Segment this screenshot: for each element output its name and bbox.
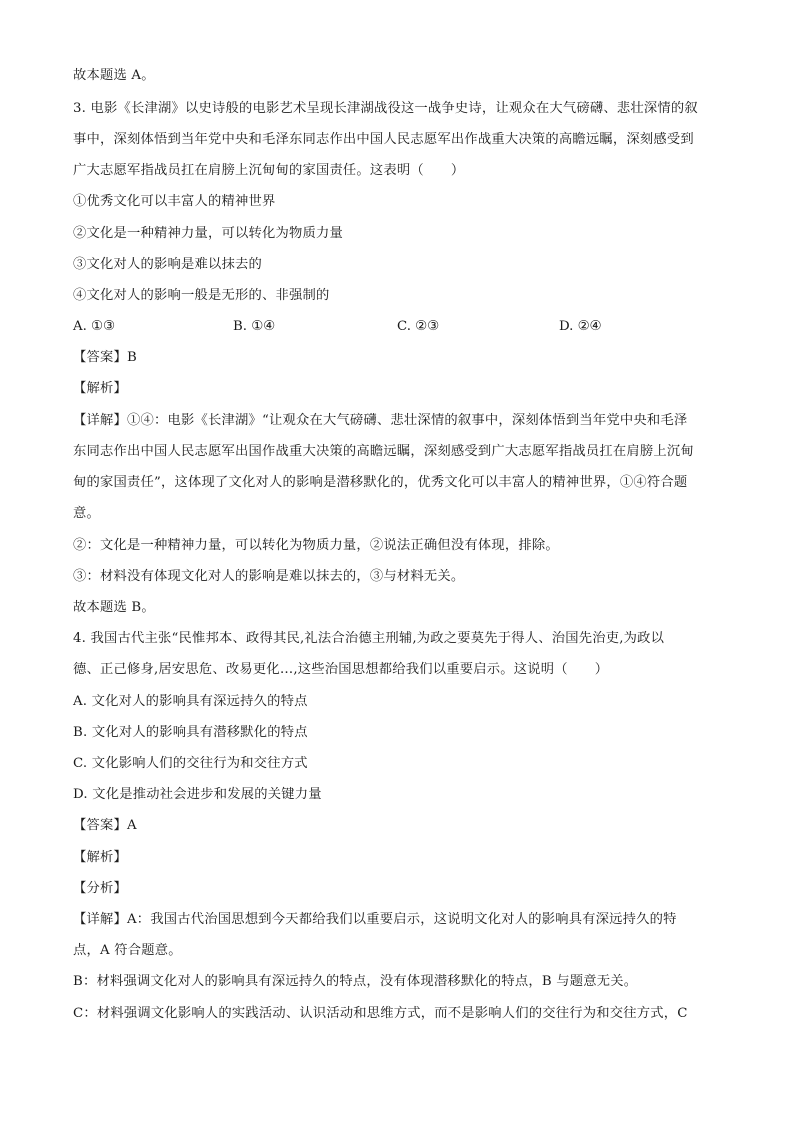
q3-option-d: D. ②④ xyxy=(559,319,602,334)
q3-detail-line-6: ③：材料没有体现文化对人的影响是难以抹去的，③与材料无关。 xyxy=(73,569,465,584)
q4-stem-line-1: 4. 我国古代主张“民惟邦本、政得其民,礼法合治德主刑辅,为政之要莫先于得人、治国先治吏,为政以 xyxy=(73,631,665,646)
q3-statement-2: ②文化是一种精神力量，可以转化为物质力量 xyxy=(73,226,343,241)
q3-statement-3: ③文化对人的影响是难以抹去的 xyxy=(73,257,262,272)
q4-analysis-heading: 【解析】 xyxy=(73,850,127,865)
q3-statement-4: ④文化对人的影响一般是无形的、非强制的 xyxy=(73,288,330,303)
q4-answer: 【答案】A xyxy=(73,818,137,833)
q3-option-a: A. ①③ xyxy=(73,319,115,334)
q3-analysis-heading: 【解析】 xyxy=(73,381,127,396)
q4-detail-line-2: 点，A 符合题意。 xyxy=(73,943,182,958)
q4-analysis-subheading: 【分析】 xyxy=(73,881,127,896)
q3-stem-line-2: 事中，深刻体悟到当年党中央和毛泽东同志作出中国人民志愿军出作战重大决策的高瞻远瞩，深刻感受到 xyxy=(73,132,694,147)
q3-detail-line-4: 意。 xyxy=(73,506,100,521)
conclusion-prev: 故本题选 A。 xyxy=(73,68,155,83)
q4-option-b: B. 文化对人的影响具有潜移默化的特点 xyxy=(73,725,308,740)
q3-stem-line-3: 广大志愿军指战员扛在肩膀上沉甸甸的家国责任。这表明（ ） xyxy=(73,163,465,178)
q4-option-a: A. 文化对人的影响具有深远持久的特点 xyxy=(73,694,308,709)
q3-conclusion: 故本题选 B。 xyxy=(73,600,155,615)
q3-detail-line-5: ②：文化是一种精神力量，可以转化为物质力量，②说法正确但没有体现，排除。 xyxy=(73,538,559,553)
q4-detail-line-1: 【详解】A：我国古代治国思想到今天都给我们以重要启示，这说明文化对人的影响具有深远持久的特 xyxy=(73,912,677,927)
q3-statement-1: ①优秀文化可以丰富人的精神世界 xyxy=(73,194,276,209)
q3-detail-line-1: 【详解】①④：电影《长津湖》“让观众在大气磅礴、悲壮深情的叙事中，深刻体悟到当年党中央和毛泽 xyxy=(73,413,688,428)
q3-option-b: B. ①④ xyxy=(233,319,276,334)
q4-option-c: C. 文化影响人们的交往行为和交往方式 xyxy=(73,756,308,771)
q3-options xyxy=(73,318,723,336)
q3-option-c: C. ②③ xyxy=(397,319,439,334)
q3-answer: 【答案】B xyxy=(73,350,137,365)
q3-detail-line-3: 甸的家国责任”，这体现了文化对人的影响是潜移默化的，优秀文化可以丰富人的精神世界，①④符合题 xyxy=(73,475,688,490)
q3-stem-line-1: 3. 电影《长津湖》以史诗般的电影艺术呈现长津湖战役这一战争史诗，让观众在大气磅礴、悲壮深情的叙 xyxy=(73,101,698,116)
q4-option-d: D. 文化是推动社会进步和发展的关键力量 xyxy=(73,787,322,802)
q4-stem-line-2: 德、正己修身,居安思危、改易更化…,这些治国思想都给我们以重要启示。这说明（ ） xyxy=(73,662,609,677)
q4-detail-line-3: B：材料强调文化对人的影响具有深远持久的特点，没有体现潜移默化的特点，B 与题意无关。 xyxy=(73,974,638,989)
q3-detail-line-2: 东同志作出中国人民志愿军出国作战重大决策的高瞻远瞩，深刻感受到广大志愿军指战员扛在肩膀上沉甸 xyxy=(73,444,694,459)
q4-detail-line-4: C：材料强调文化影响人的实践活动、认识活动和思维方式，而不是影响人们的交往行为和交往方式，C xyxy=(73,1006,688,1021)
